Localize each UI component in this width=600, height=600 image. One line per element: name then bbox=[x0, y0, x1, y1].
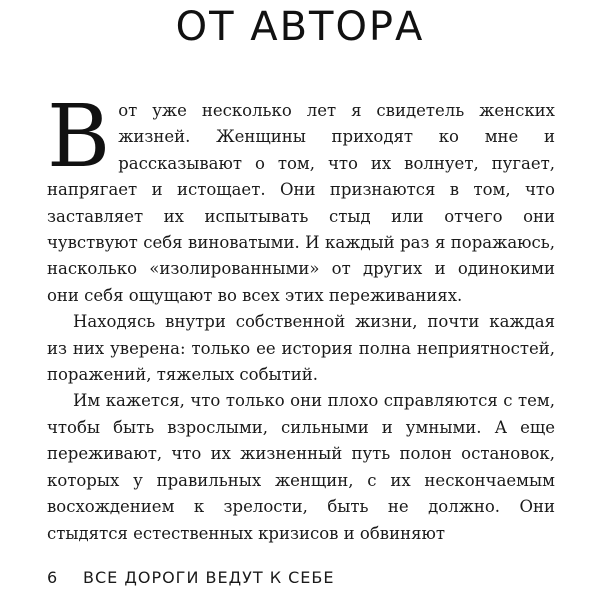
paragraph-1-text: от уже несколько лет я свидетель женских жизней. Женщины приходят ко мне и рассказывают о том, что их волнует, пугает, напрягает и истощает. Они признаются в том, что заставляет их испытывать стыд или отчего они чувствуют себя виноватыми. И каждый раз я поражаюсь, насколько «изолированными» от других и одинокими они себя ощущают во всех этих переживаниях. bbox=[47, 101, 555, 305]
page-footer bbox=[47, 567, 555, 589]
paragraph-3: Им кажется, что только они плохо справляются с тем, чтобы быть взрослыми, сильными и умными. А еще переживают, что их жизненный путь полон остановок, которых у правильных женщин, с их нескончаемым восхождением к зрелости, быть не должно. Они стыдятся естественных кризисов и обвиняют bbox=[47, 391, 555, 543]
paragraph-2: Находясь внутри собственной жизни, почти каждая из них уверена: только ее история полна неприятностей, поражений, тяжелых событий. bbox=[47, 312, 555, 385]
body-text bbox=[47, 87, 555, 547]
drop-cap: В bbox=[47, 87, 111, 187]
paragraph-1 bbox=[47, 87, 555, 309]
chapter-title: ОТ АВТОРА bbox=[175, 4, 425, 50]
page-number: 6 bbox=[47, 568, 59, 587]
running-title: ВСЕ ДОРОГИ ВЕДУТ К СЕБЕ bbox=[83, 568, 335, 587]
